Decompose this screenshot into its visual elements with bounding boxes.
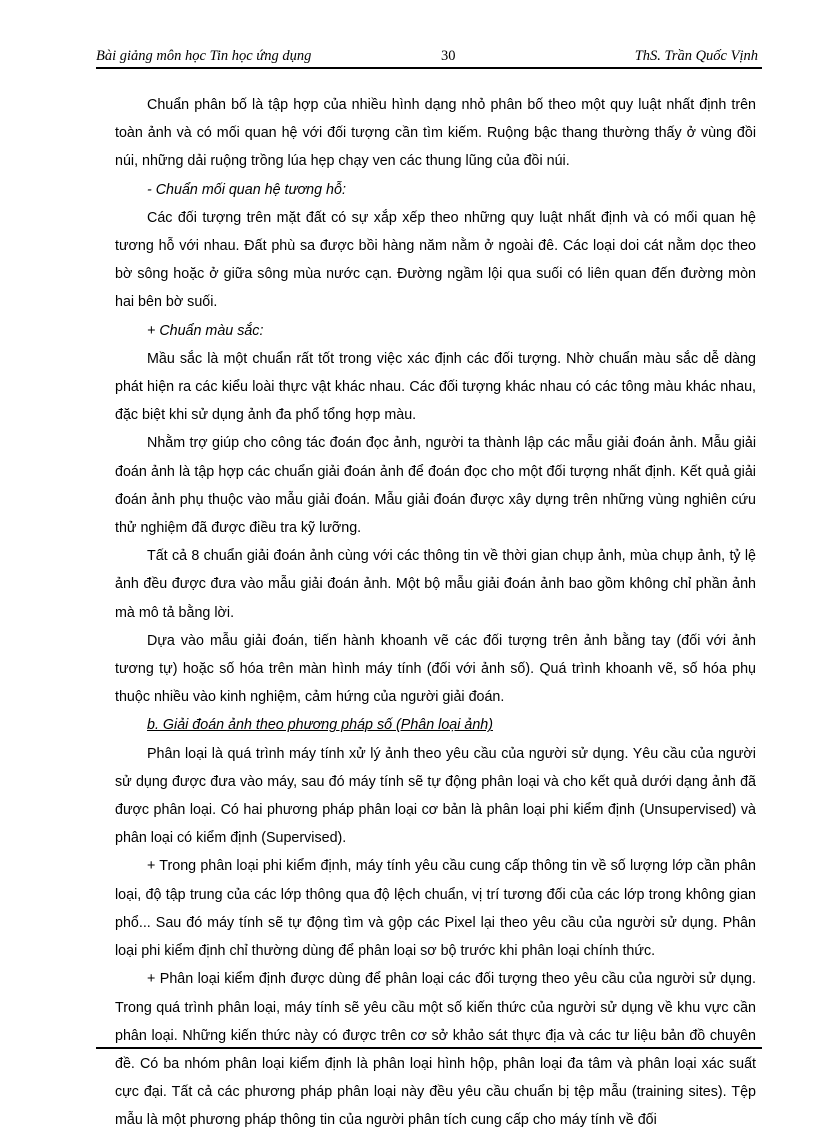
paragraph: + Phân loại kiểm định được dùng để phân loại các đối tượng theo yêu cầu của người sử dụng. Trong quá trình phân loại, máy tính sẽ yêu cầu một số kiến thức của người sử dụng về khu vực cần phân loại. Những kiến thức này có được trên cơ sở khảo sát thực địa và các tư liệu bản đồ chuyên đề. Có ba nhóm phân loại kiểm định là phân loại hình hộp, phân loại đa tâm và phân loại xác suất cực đại. Tất cả các phương pháp phân loại này đều yêu cầu chuẩn bị tệp mẫu (training sites). Tệp mẫu là một phương pháp thông tin của người phân tích cung cấp cho máy tính về đối bbox=[115, 971, 756, 1129]
section-subheading: + Chuẩn màu sắc: bbox=[147, 322, 264, 339]
header-divider bbox=[96, 67, 762, 69]
paragraph: Nhằm trợ giúp cho công tác đoán đọc ảnh, người ta thành lập các mẫu giải đoán ảnh. Mẫu giải đoán ảnh là tập hợp các chuẩn giải đoán ảnh để đoán đọc cho một đối tượng nhất định. Kết quả giải đoán ảnh phụ thuộc vào mẫu giải đoán. Mẫu giải đoán được xây dựng trên những vùng nghiên cứu thử nghiệm đã được điều tra kỹ lưỡng. bbox=[115, 435, 756, 537]
paragraph: Các đối tượng trên mặt đất có sự xắp xếp theo những quy luật nhất định và có mối quan hệ tương hỗ với nhau. Đất phù sa được bồi hàng năm nằm ở ngoài đê. Các loại doi cát nằm dọc theo bờ sông hoặc ở giữa sông mùa nước cạn. Đường ngầm lội qua suối có liên quan đến đường mòn hai bên bờ suối. bbox=[115, 209, 756, 311]
footer-divider bbox=[96, 1047, 762, 1049]
header-course-title: Bài giảng môn học Tin học ứng dụng bbox=[96, 48, 312, 64]
paragraph: Phân loại là quá trình máy tính xử lý ảnh theo yêu cầu của người sử dụng. Yêu cầu của người sử dụng được đưa vào máy, sau đó máy tính sẽ tự động phân loại và cho kết quả dưới dạng ảnh đã được phân loại. Có hai phương pháp phân loại cơ bản là phân loại phi kiểm định (Unsupervised) và phân loại có kiểm định (Supervised). bbox=[115, 745, 756, 847]
paragraph: + Trong phân loại phi kiểm định, máy tính yêu cầu cung cấp thông tin về số lượng lớp cần phân loại, độ tập trung của các lớp thông qua độ lệch chuẩn, vị trí tương đối của các lớp trong không gian phổ... Sau đó máy tính sẽ tự động tìm và gộp các Pixel lại theo yêu cầu của người sử dụng. Phân loại phi kiểm định chỉ thường dùng để phân loại sơ bộ trước khi phân loại chính thức. bbox=[115, 858, 756, 960]
page-header bbox=[96, 48, 762, 68]
section-heading: b. Giải đoán ảnh theo phương pháp số (Phân loại ảnh) bbox=[147, 717, 493, 734]
paragraph: Dựa vào mẫu giải đoán, tiến hành khoanh vẽ các đối tượng trên ảnh bằng tay (đối với ảnh tương tự) hoặc số hóa trên màn hình máy tính (đối với ảnh số). Quá trình khoanh vẽ, số hóa phụ thuộc nhiều vào kinh nghiệm, cảm hứng của người giải đoán. bbox=[115, 632, 756, 706]
document-body bbox=[115, 91, 756, 1135]
paragraph: Mầu sắc là một chuẩn rất tốt trong việc xác định các đối tượng. Nhờ chuẩn màu sắc dễ dàng phát hiện ra các kiểu loài thực vật khác nhau. Các đối tượng khác nhau có các tông màu khác nhau, đặc biệt khi sử dụng ảnh đa phổ tổng hợp màu. bbox=[115, 350, 756, 424]
header-author: ThS. Trần Quốc Vịnh bbox=[634, 48, 758, 64]
section-subheading: - Chuẩn mối quan hệ tương hỗ: bbox=[147, 181, 346, 198]
paragraph: Tất cả 8 chuẩn giải đoán ảnh cùng với các thông tin về thời gian chụp ảnh, mùa chụp ảnh, tỷ lệ ảnh đều được đưa vào mẫu giải đoán ảnh. Một bộ mẫu giải đoán ảnh bao gồm không chỉ phần ảnh mà mô tả bằng lời. bbox=[115, 548, 756, 621]
page-number: 30 bbox=[441, 48, 456, 64]
paragraph: Chuẩn phân bố là tập hợp của nhiều hình dạng nhỏ phân bố theo một quy luật nhất định trên toàn ảnh và có mối quan hệ với đối tượng cần tìm kiếm. Ruộng bậc thang thường thấy ở vùng đồi núi, những dải ruộng trồng lúa hẹp chạy ven các thung lũng của đồi núi. bbox=[115, 97, 756, 170]
